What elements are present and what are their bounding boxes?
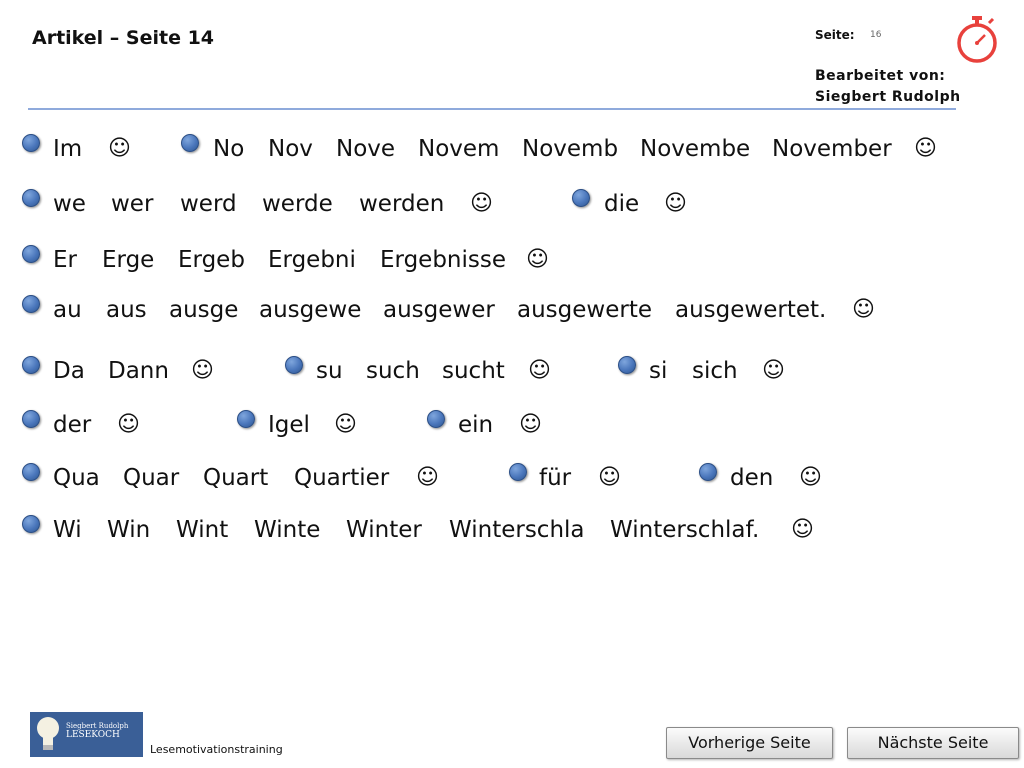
word-fragment: für <box>539 465 572 491</box>
play-audio-button[interactable] <box>22 295 40 313</box>
word-fragment: we <box>53 191 86 217</box>
play-audio-button[interactable] <box>22 189 40 207</box>
word-fragment: Quar <box>123 465 180 491</box>
smiley-icon: ☺ <box>799 465 822 490</box>
play-audio-button[interactable] <box>572 189 590 207</box>
word-fragment: sucht <box>442 358 505 384</box>
word-fragment: Nove <box>336 136 396 162</box>
smiley-icon: ☺ <box>664 191 687 216</box>
word-fragment: au <box>53 297 82 323</box>
word-fragment: werd <box>180 191 237 217</box>
word-fragment: werden <box>359 191 445 217</box>
play-audio-button[interactable] <box>285 356 303 374</box>
edited-by-name: Siegbert Rudolph <box>815 89 961 105</box>
smiley-icon: ☺ <box>334 412 357 437</box>
next-page-button[interactable]: Nächste Seite <box>847 727 1019 759</box>
word-fragment: such <box>366 358 420 384</box>
word-fragment: sich <box>692 358 738 384</box>
smiley-icon: ☺ <box>117 412 140 437</box>
smiley-icon: ☺ <box>598 465 621 490</box>
word-fragment: wer <box>111 191 154 217</box>
previous-page-button[interactable]: Vorherige Seite <box>666 727 833 759</box>
word-fragment: Winter <box>346 517 422 543</box>
play-audio-button[interactable] <box>699 463 717 481</box>
smiley-icon: ☺ <box>914 136 937 161</box>
word-fragment: Novembe <box>640 136 751 162</box>
word-fragment: Er <box>53 247 77 273</box>
word-fragment: si <box>649 358 668 384</box>
word-fragment: werde <box>262 191 333 217</box>
play-audio-button[interactable] <box>181 134 199 152</box>
word-fragment: Im <box>53 136 83 162</box>
play-audio-button[interactable] <box>22 134 40 152</box>
play-audio-button[interactable] <box>237 410 255 428</box>
word-fragment: ausgewer <box>383 297 495 323</box>
word-fragment: aus <box>106 297 147 323</box>
smiley-icon: ☺ <box>416 465 439 490</box>
smiley-icon: ☺ <box>762 358 785 383</box>
word-fragment: Winte <box>254 517 321 543</box>
word-fragment: Winterschlaf. <box>610 517 760 543</box>
word-fragment: Qua <box>53 465 100 491</box>
word-fragment: Ergeb <box>178 247 245 273</box>
page-number: 16 <box>870 30 882 40</box>
word-fragment: Winterschla <box>449 517 585 543</box>
footer-label: Lesemotivationstraining <box>150 743 283 756</box>
word-fragment: Quartier <box>294 465 390 491</box>
word-fragment: Novemb <box>522 136 619 162</box>
word-fragment: Ergebni <box>268 247 356 273</box>
play-audio-button[interactable] <box>22 245 40 263</box>
word-fragment: Da <box>53 358 85 384</box>
word-fragment: ausgewertet. <box>675 297 827 323</box>
word-fragment: ausgewe <box>259 297 362 323</box>
play-audio-button[interactable] <box>22 463 40 481</box>
word-fragment: Erge <box>102 247 155 273</box>
play-audio-button[interactable] <box>22 410 40 428</box>
word-fragment: Quart <box>203 465 269 491</box>
word-fragment: Ergebnisse <box>380 247 507 273</box>
word-fragment: den <box>730 465 774 491</box>
word-fragment: Dann <box>108 358 169 384</box>
play-audio-button[interactable] <box>22 515 40 533</box>
smiley-icon: ☺ <box>519 412 542 437</box>
play-audio-button[interactable] <box>509 463 527 481</box>
header-divider <box>28 108 956 110</box>
smiley-icon: ☺ <box>852 297 875 322</box>
word-fragment: su <box>316 358 343 384</box>
word-fragment: ausge <box>169 297 239 323</box>
play-audio-button[interactable] <box>22 356 40 374</box>
word-fragment: November <box>772 136 892 162</box>
stopwatch-icon[interactable] <box>954 14 1000 64</box>
logo-brand: LESEKOCH <box>66 730 120 740</box>
play-audio-button[interactable] <box>427 410 445 428</box>
page-label: Seite: <box>815 28 855 42</box>
smiley-icon: ☺ <box>526 247 549 272</box>
smiley-icon: ☺ <box>191 358 214 383</box>
word-fragment: Wint <box>176 517 229 543</box>
logo <box>30 712 143 757</box>
lightbulb-icon <box>34 715 62 753</box>
word-fragment: Wi <box>53 517 82 543</box>
word-fragment: die <box>604 191 640 217</box>
word-fragment: Novem <box>418 136 500 162</box>
page-title: Artikel – Seite 14 <box>32 27 215 49</box>
smiley-icon: ☺ <box>470 191 493 216</box>
smiley-icon: ☺ <box>528 358 551 383</box>
smiley-icon: ☺ <box>791 517 814 542</box>
word-fragment: ausgewerte <box>517 297 652 323</box>
word-fragment: Nov <box>268 136 313 162</box>
logo-author: Siegbert Rudolph <box>66 722 129 730</box>
word-fragment: der <box>53 412 92 438</box>
edited-by <box>815 66 961 108</box>
edited-by-label: Bearbeitet von: <box>815 68 946 84</box>
word-fragment: No <box>213 136 245 162</box>
word-fragment: Win <box>107 517 151 543</box>
word-fragment: ein <box>458 412 494 438</box>
word-fragment: Igel <box>268 412 310 438</box>
smiley-icon: ☺ <box>108 136 131 161</box>
play-audio-button[interactable] <box>618 356 636 374</box>
